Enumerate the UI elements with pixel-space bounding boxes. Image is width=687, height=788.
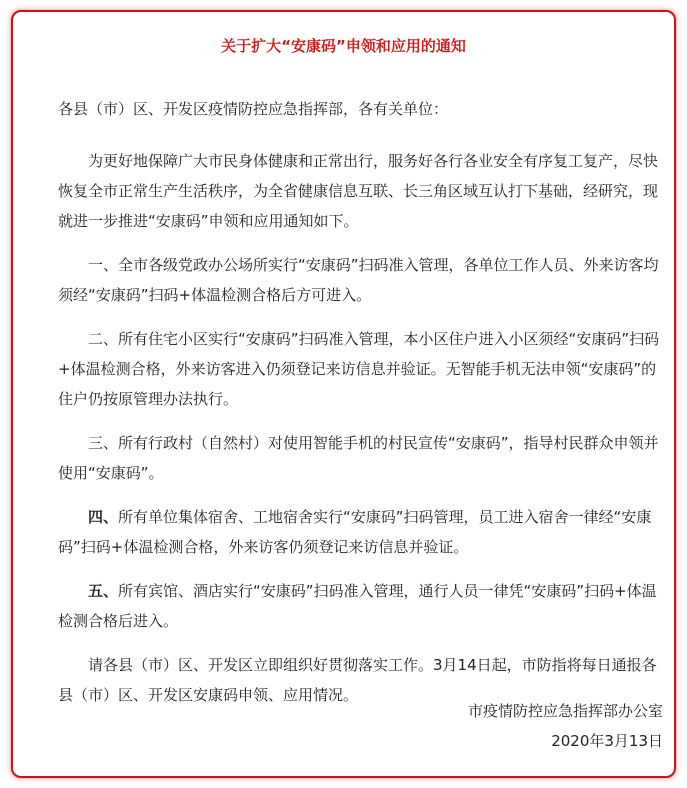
item-paragraph-5 bbox=[58, 576, 670, 636]
item-body: 所有行政村（自然村）对使用智能手机的村民宣传“安康码”，指导村民群众申领并使用“安康码”。 bbox=[58, 434, 659, 482]
item-body: 所有宾馆、酒店实行“安康码”扫码准入管理，通行人员一律凭“安康码”扫码+体温检测合格后进入。 bbox=[58, 582, 657, 630]
closing-paragraph: 请各县（市）区、开发区立即组织好贯彻落实工作。3月14日起，市防指将每日通报各县（市）区、开发区安康码申领、应用情况。 bbox=[58, 656, 657, 704]
item-lead: 四、 bbox=[88, 508, 119, 526]
item-paragraph-3 bbox=[58, 428, 670, 488]
item-lead: 一、 bbox=[88, 256, 119, 274]
item-paragraph-2 bbox=[58, 324, 670, 414]
item-paragraph-1 bbox=[58, 250, 670, 310]
item-body: 所有住宅小区实行“安康码”扫码准入管理，本小区住户进入小区须经“安康码”扫码+体温检测合格，外来访客进入仍须登记来访信息并验证。无智能手机无法申领“安康码”的住户仍按原管理办法执行。 bbox=[58, 330, 660, 408]
signature-org: 市疫情防控应急指挥部办公室 bbox=[467, 702, 663, 720]
item-lead: 二、 bbox=[88, 330, 119, 348]
salutation: 各县（市）区、开发区疫情防控应急指挥部，各有关单位： bbox=[58, 100, 449, 118]
item-paragraph-4 bbox=[58, 502, 670, 562]
item-lead: 五、 bbox=[88, 582, 119, 600]
intro-paragraph: 为更好地保障广大市民身体健康和正常出行，服务好各行各业安全有序复工复产，尽快恢复全市正常生产生活秩序，为全省健康信息互联、长三角区域互认打下基础，经研究，现就进一步推进“安康码”申领和应用通知如下。 bbox=[58, 152, 659, 230]
signature-date: 2020年3月13日 bbox=[551, 732, 663, 750]
signature-block bbox=[468, 696, 663, 756]
item-body: 所有单位集体宿舍、工地宿舍实行“安康码”扫码管理，员工进入宿舍一律经“安康码”扫码+体温检测合格，外来访客仍须登记来访信息并验证。 bbox=[58, 508, 652, 556]
item-body: 全市各级党政办公场所实行“安康码”扫码准入管理，各单位工作人员、外来访客均须经“安康码”扫码+体温检测合格后方可进入。 bbox=[58, 256, 659, 304]
notice-title: 关于扩大“安康码”申领和应用的通知 bbox=[221, 37, 466, 55]
item-lead: 三、 bbox=[88, 434, 119, 452]
notice-body bbox=[58, 94, 670, 724]
